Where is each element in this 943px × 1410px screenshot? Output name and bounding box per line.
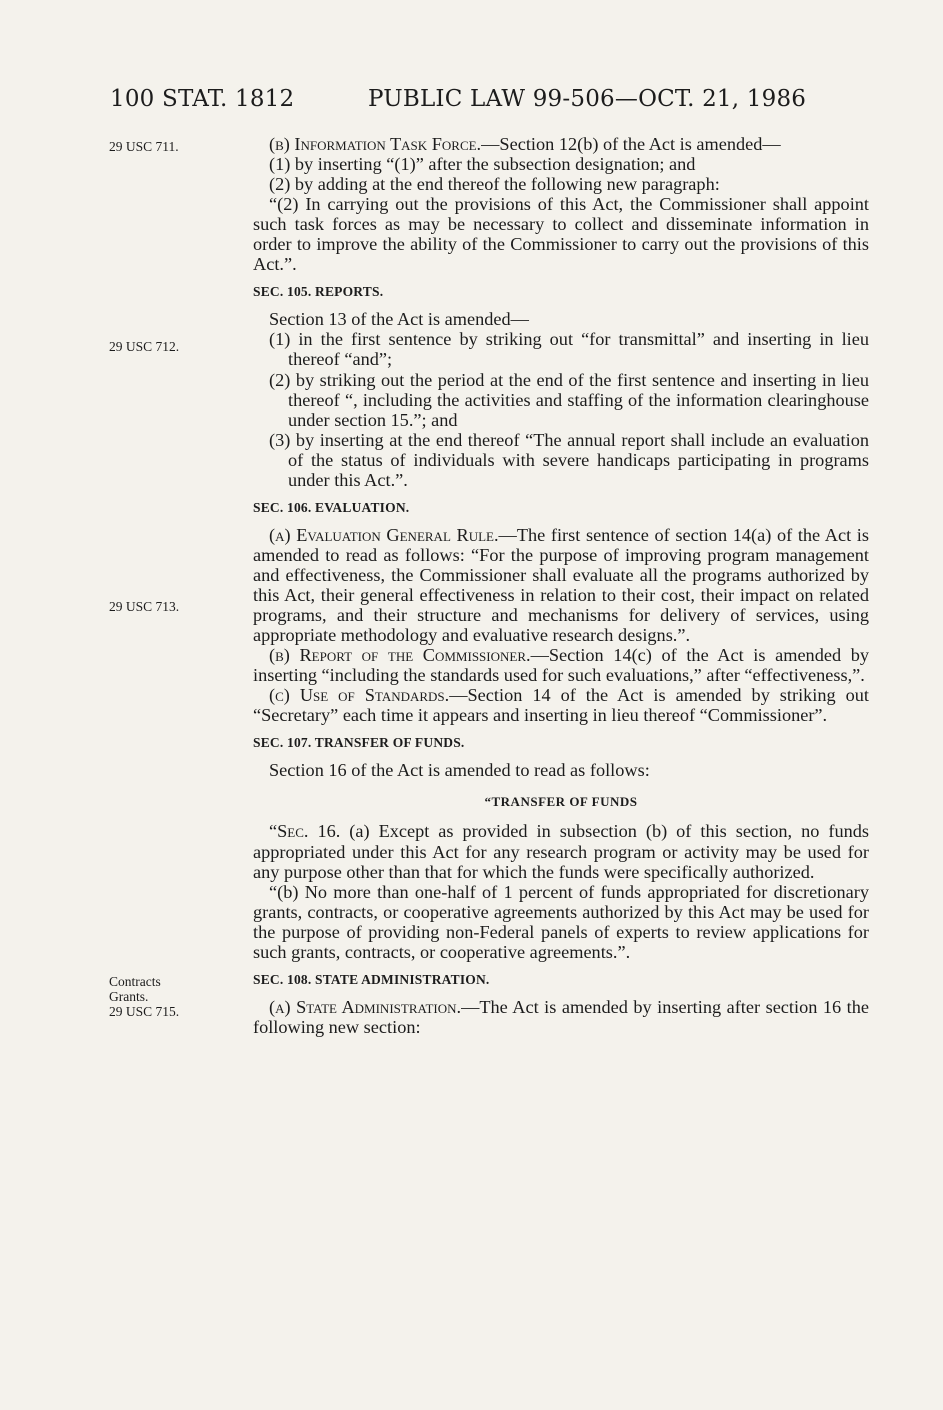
quoted-section-caption: “TRANSFER OF FUNDS	[484, 794, 638, 810]
list-item: (1) by inserting “(1)” after the subsection designation; and	[269, 154, 696, 175]
margin-citation-4: 29 USC 715.	[109, 1004, 180, 1019]
quoted-paragraph: “(2) In carrying out the provisions of this Act, the Commissioner shall appoint such task forces as may be necessary to collect and disseminate information in order to improve the ability of the Commissioner to carry out the provisions of this Act.”.	[253, 194, 869, 275]
margin-citation-1: 29 USC 711.	[109, 139, 179, 154]
paragraph-sec-16-a	[253, 821, 869, 881]
paragraph-text: Section 16 of the Act is amended to read as follows:	[269, 760, 650, 781]
subsection-heading: (b) Information Task Force.	[269, 134, 482, 154]
section-lead: “Sec.	[269, 821, 309, 842]
paragraph-text: —The Act is amended by inserting after section 16 the following new section:	[253, 996, 869, 1037]
paragraph-report-of-commissioner	[253, 645, 869, 685]
paragraph-sec-16-b: “(b) No more than one-half of 1 percent of funds appropriated for discretionary grants, contracts, or cooperative agreements authorized by this Act may be used for the purpose of providing non-Federal panels of experts to review applications for such grants, contracts, or cooperative agreements.”.	[253, 881, 869, 962]
section-heading-106: SEC. 106. EVALUATION.	[253, 499, 410, 515]
list-item: (2) by adding at the end thereof the following new paragraph:	[269, 174, 720, 195]
paragraph-text: —Section 12(b) of the Act is amended—	[481, 134, 781, 154]
subsection-heading: (b) Report of the Commissioner.	[269, 645, 531, 666]
subsection-heading: (c) Use of Standards.	[269, 685, 450, 706]
paragraph-text: Section 13 of the Act is amended—	[269, 309, 529, 330]
paragraph-evaluation-general-rule	[253, 525, 869, 645]
margin-note-contracts: Contracts	[109, 974, 161, 989]
margin-note-grants: Grants.	[109, 989, 149, 1004]
body-column	[253, 134, 869, 1037]
paragraph-text: 16. (a) Except as provided in subsection (b) of this section, no funds appropriated under this Act for any research program or activity may be used for any purpose other than that for which the funds were specifically authorized.	[253, 821, 869, 882]
list-item: (2) by striking out the period at the end of the first sentence and inserting in lieu thereof “, including the activities and staffing of the information clearinghouse under section 15.”; and	[269, 369, 869, 430]
paragraph-information-task-force	[253, 134, 869, 154]
paragraph-state-administration	[253, 997, 869, 1037]
margin-citation-2: 29 USC 712.	[109, 339, 180, 354]
paragraph-text: —The first sentence of section 14(a) of the Act is amended to read as follows: “For the purpose of improving program management and effectiveness, the Commissioner shall evaluate all the programs authorized by this Act, their general effectiveness in relation to their cost, their impact on related programs, and their structure and mechanisms for delivery of services, using appropriate methodology and evaluative research designs.”.	[253, 524, 869, 646]
paragraph-text: —Section 14(c) of the Act is amended by inserting “including the standards used for such evaluations,” after “effectiveness,”.	[253, 645, 869, 686]
list-item: (1) in the first sentence by striking out “for transmittal” and inserting in lieu thereof “and”;	[269, 329, 869, 370]
section-heading-107: SEC. 107. TRANSFER OF FUNDS.	[253, 735, 465, 751]
page-running-title: PUBLIC LAW 99-506—OCT. 21, 1986	[368, 86, 807, 112]
page-stat-reference: 100 STAT. 1812	[110, 86, 295, 112]
paragraph-text: —Section 14 of the Act is amended by striking out “Secretary” each time it appears and inserting in lieu thereof “Commissioner”.	[253, 685, 869, 726]
paragraph-use-of-standards	[253, 685, 869, 725]
margin-citation-3: 29 USC 713.	[109, 599, 180, 614]
list-item: (3) by inserting at the end thereof “The annual report shall include an evaluation of the status of individuals with severe handicaps participating in programs under this Act.”.	[269, 429, 869, 490]
section-heading-108: SEC. 108. STATE ADMINISTRATION.	[253, 971, 490, 987]
section-heading-105: SEC. 105. REPORTS.	[253, 284, 384, 300]
subsection-heading: (a) Evaluation General Rule.	[269, 524, 499, 545]
subsection-heading: (a) State Administration.	[269, 996, 462, 1017]
